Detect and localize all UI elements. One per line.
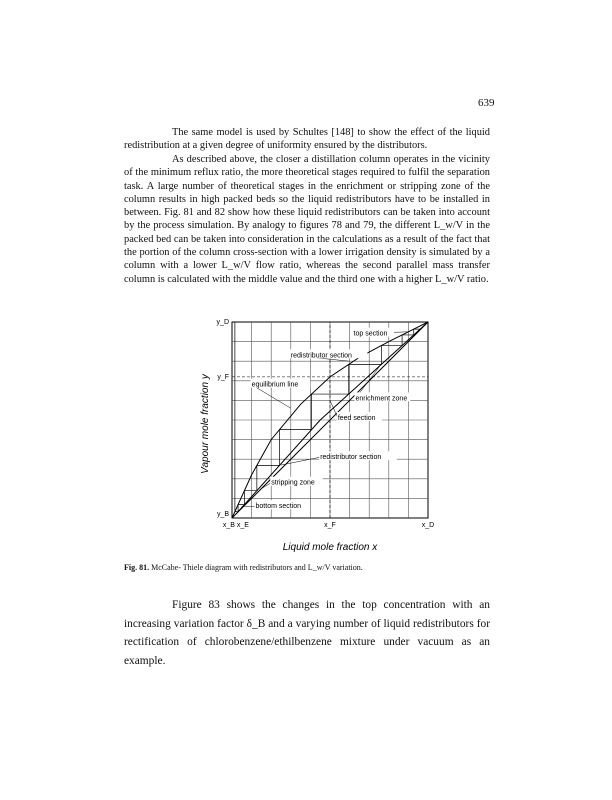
annotation-leader <box>281 457 320 465</box>
paragraph-2: As described above, the closer a distillation column operates in the vicinity of the minimum reflux ratio, the more theoretical stages required to fulfil the separation task. A large number of theoretical stages in the enrichment or stripping zone of the column results in high packed beds so the liquid redistributors have to be installed in between. Fig. 81 and 82 show how these liquid redistributors can be taken into account by the process simulation. By analogy to figures 78 and 79, the different L_w/V in the packed bed can be taken into consideration in the calculations as a result of the fact that the portion of the column cross-section with a lower irrigation density is simulated by a column with a lower L_w/V flow ratio, whereas the second parallel mass transfer column is calculated with the middle value and the third one with a higher L_w/V ratio. <box>124 154 490 285</box>
mccabe-thiele-figure <box>190 314 440 556</box>
y-axis-label: Vapour mole fraction y <box>200 374 211 474</box>
annotation-label: redistributor section <box>290 352 352 360</box>
x-axis-label: Liquid mole fraction x <box>282 542 378 553</box>
caption-label: Fig. 81. <box>124 563 150 572</box>
annotation-label: redistributor section <box>320 454 382 462</box>
annotation-label: bottom section <box>255 503 302 511</box>
y-tick-label: y_F <box>217 373 229 381</box>
annotation-label: top section <box>353 330 388 338</box>
annotation-label: equilibrium line <box>251 381 299 389</box>
annotation-label: enrichment zone <box>355 395 408 403</box>
figure-caption <box>124 563 363 572</box>
y-tick-label: y_D <box>216 319 229 326</box>
annotation-leader <box>330 400 338 418</box>
x-tick-label: x_F <box>324 522 336 529</box>
page-number: 639 <box>478 97 495 109</box>
x-tick-label: x_B x_E <box>222 522 249 529</box>
paragraph-3: Figure 83 shows the changes in the top concentration with an increasing variation factor δ_B and a varying number of liquid redistributors for rectification of chlorobenzene/ethilbenzene mixture under vacuum as an example. <box>124 599 490 667</box>
mccabe-thiele-chart <box>190 314 440 556</box>
caption-text: McCabe- Thiele diagram with redistributors and L_w/V variation. <box>151 563 363 572</box>
annotation-label: feed section <box>337 415 376 422</box>
y-tick-label: y_B <box>216 511 229 519</box>
x-tick-label: x_D <box>421 522 435 529</box>
annotation-label: stripping zone <box>271 479 315 487</box>
paragraph-1: The same model is used by Schultes [148] to show the effect of the liquid redistribution at a given degree of uniformity ensured by the distributors. <box>124 127 490 152</box>
